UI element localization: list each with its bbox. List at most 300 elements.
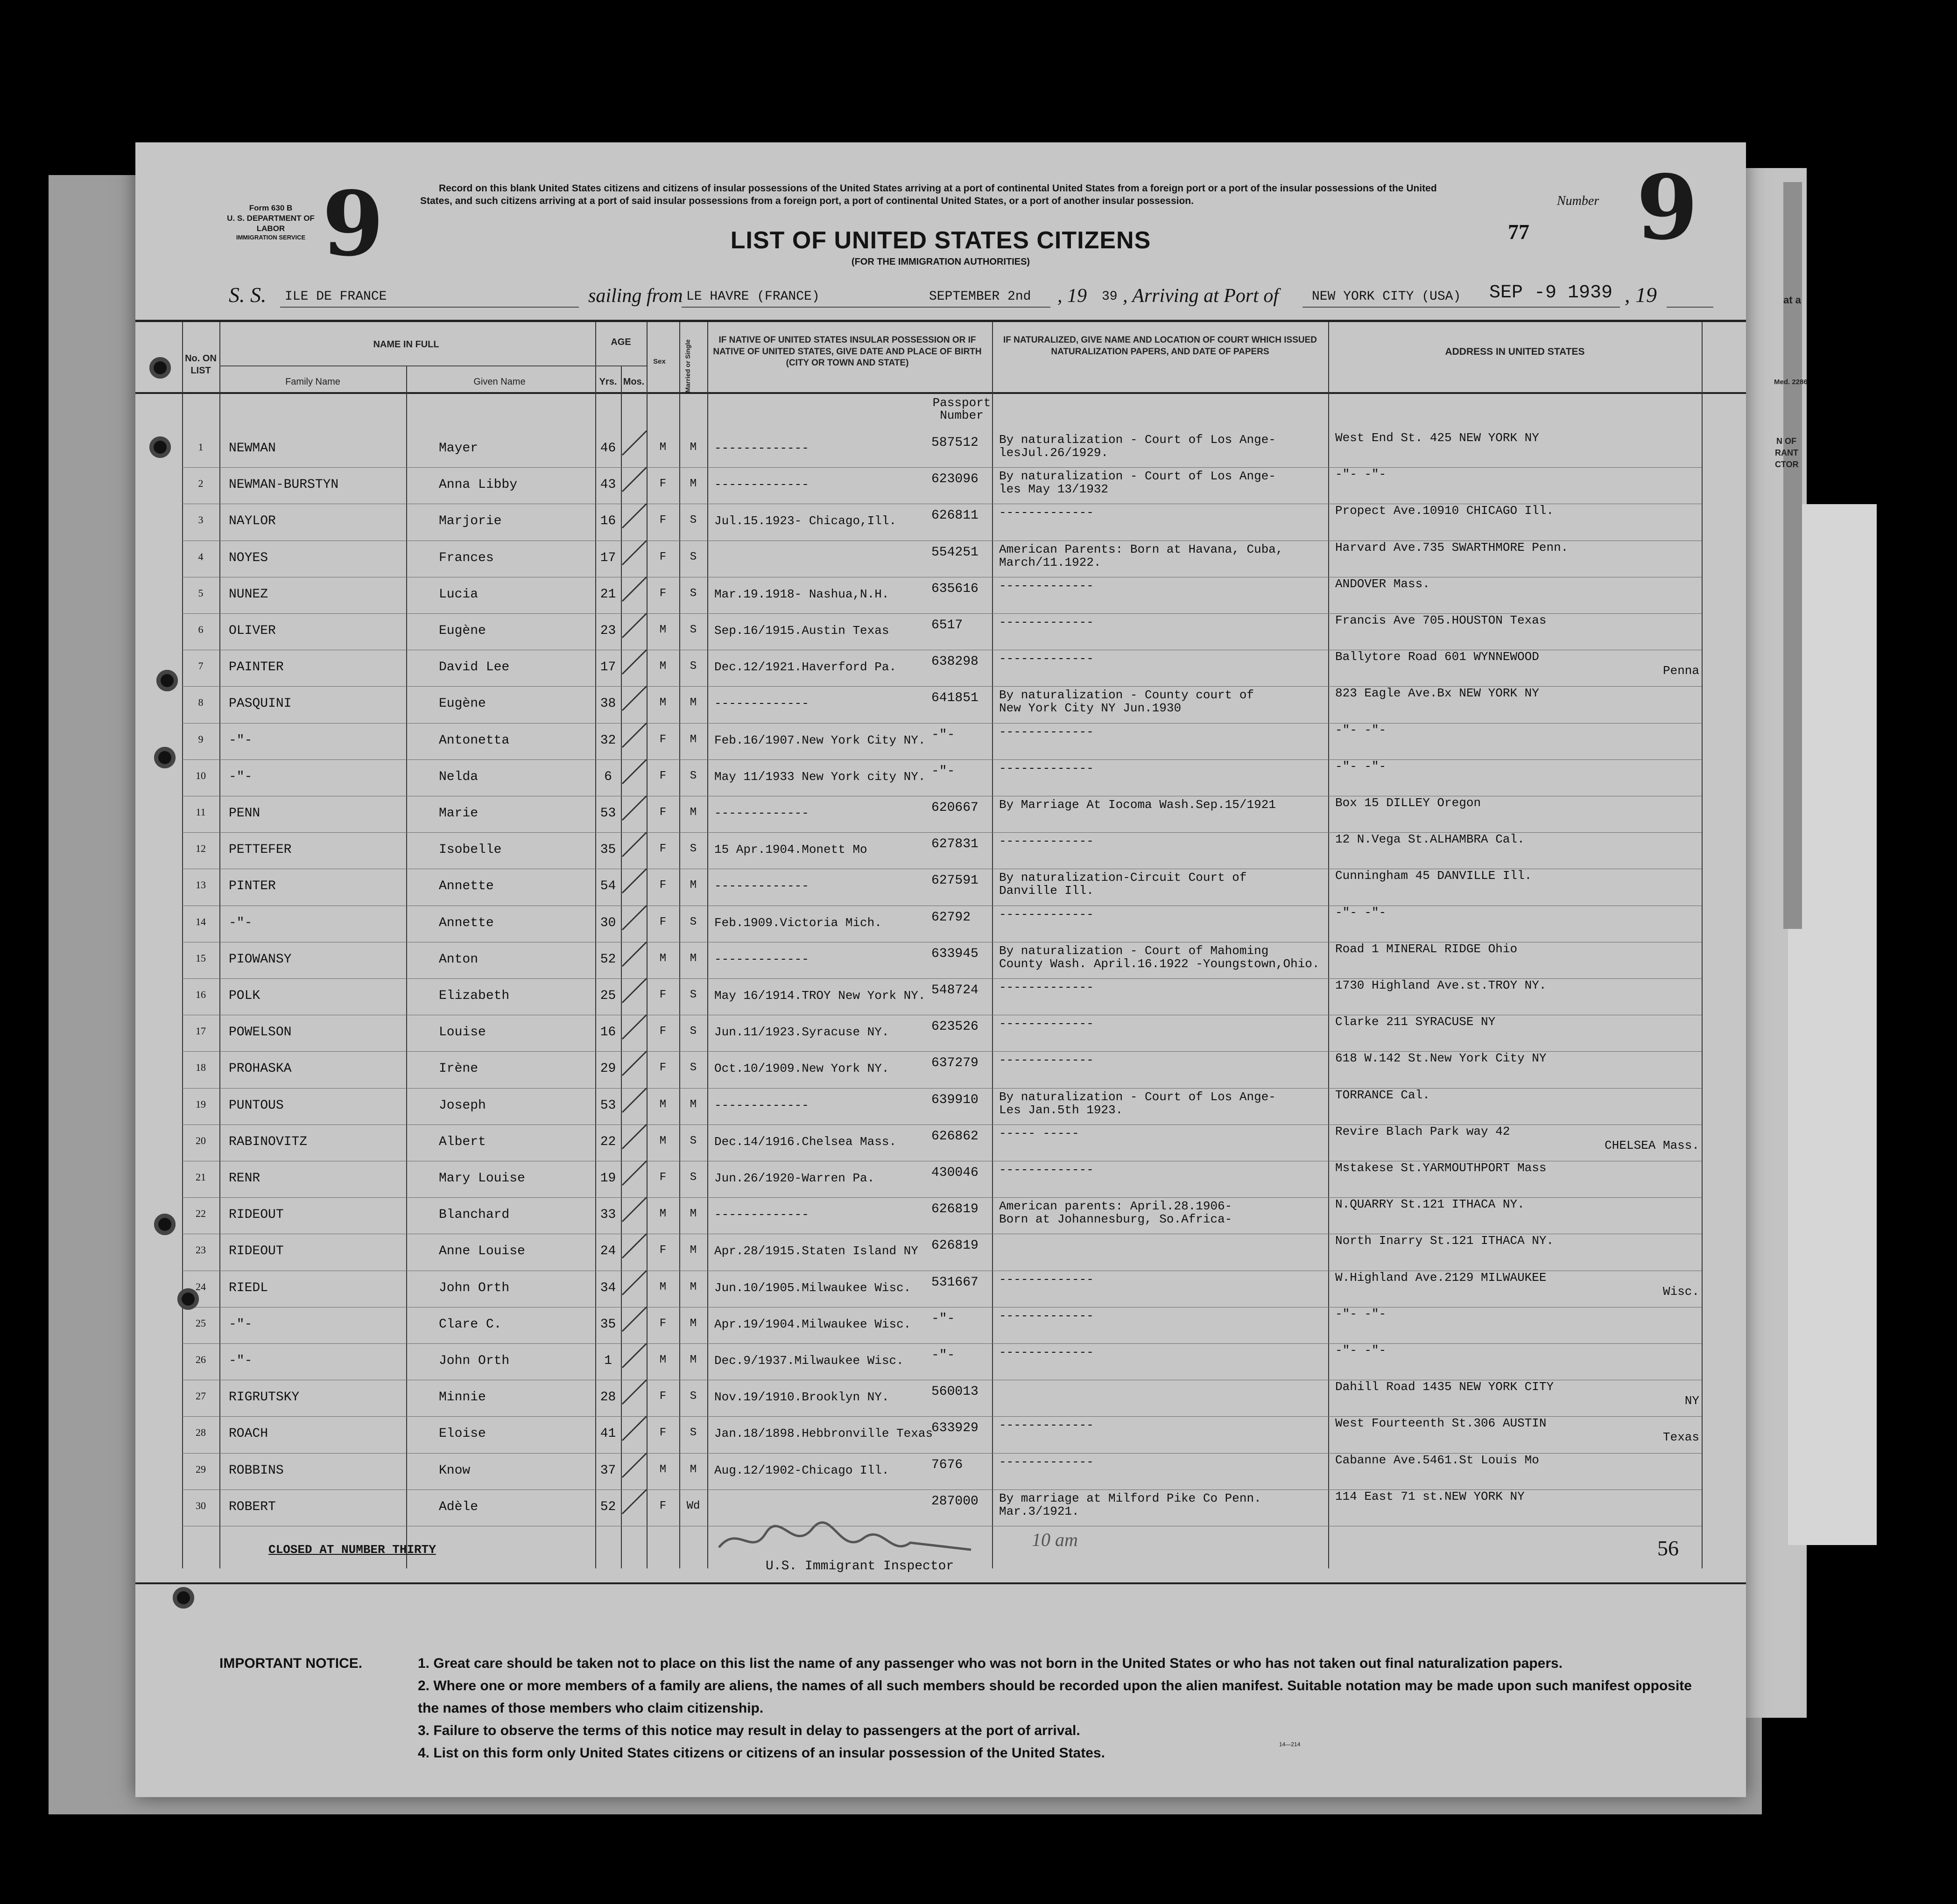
- age-years: 46: [600, 441, 616, 456]
- address-line-2: Penna: [1662, 664, 1699, 678]
- name-sub-rule: [219, 365, 595, 366]
- address-line-1: 1730 Highland Ave.st.TROY NY.: [1335, 978, 1547, 992]
- address-line-1: Ballytore Road 601 WYNNEWOOD: [1335, 650, 1539, 664]
- sex: M: [659, 1463, 667, 1476]
- given-name: Antonetta: [439, 733, 510, 748]
- row-number: 9: [198, 733, 204, 745]
- birth-date-place: Jun.10/1905.Milwaukee Wisc.: [714, 1280, 911, 1295]
- year-underline: [1667, 307, 1713, 308]
- family-name: NEWMAN-BURSTYN: [229, 478, 339, 492]
- sheet-number-right: 9: [1636, 155, 1698, 260]
- age-years: 30: [600, 915, 616, 930]
- sex: M: [659, 1280, 667, 1293]
- address-line-1: -"- -"-: [1335, 1307, 1387, 1321]
- row-number: 23: [196, 1244, 206, 1256]
- given-name: Blanchard: [439, 1208, 510, 1222]
- naturalization-line-1: By marriage at Milford Pike Co Penn.: [999, 1491, 1261, 1505]
- marital-status: S: [690, 843, 697, 856]
- passport-number: 531667: [931, 1275, 978, 1290]
- header-family-name: Family Name: [285, 377, 340, 387]
- naturalization-line-2: Danville Ill.: [999, 884, 1094, 898]
- naturalization-line-1: -------------: [999, 652, 1094, 666]
- binder-hole: [149, 436, 171, 458]
- given-name: Anne Louise: [439, 1244, 525, 1259]
- ss-label: S. S.: [229, 283, 267, 307]
- naturalization-line-1: -------------: [999, 761, 1094, 775]
- passport-number: 587512: [931, 436, 978, 450]
- year-prefix: , 19: [1057, 285, 1087, 307]
- given-name: Clare C.: [439, 1317, 502, 1332]
- row-number: 14: [196, 915, 206, 927]
- address-line-2: Wisc.: [1662, 1284, 1699, 1299]
- birth-date-place: -------------: [714, 1098, 809, 1112]
- given-name: Anton: [439, 952, 479, 967]
- passport-number: 430046: [931, 1166, 978, 1180]
- table-bottom-border: [135, 1582, 1746, 1584]
- sex: F: [659, 806, 667, 819]
- binder-hole: [149, 357, 171, 379]
- marital-status: S: [690, 1171, 697, 1184]
- header-given-name: Given Name: [473, 377, 526, 387]
- check-mark: [619, 829, 651, 861]
- arriving-label: , Arriving at Port of: [1123, 285, 1279, 307]
- age-years: 53: [600, 1098, 616, 1113]
- check-mark: [619, 682, 651, 715]
- marital-status: M: [690, 879, 697, 892]
- age-years: 53: [600, 806, 616, 821]
- birth-date-place: 15 Apr.1904.Monett Mo: [714, 843, 867, 857]
- passport-number: 633929: [931, 1421, 978, 1436]
- row-number: 18: [196, 1061, 206, 1074]
- marital-status: S: [690, 1025, 697, 1038]
- naturalization-line-2: New York City NY Jun.1930: [999, 701, 1182, 716]
- margin-label-at-a: at a: [1783, 294, 1801, 306]
- family-name: RENR: [229, 1171, 260, 1186]
- passport-number: 620667: [931, 801, 978, 815]
- marital-status: S: [690, 587, 697, 600]
- sex: M: [659, 1354, 667, 1366]
- address-line-1: North Inarry St.121 ITHACA NY.: [1335, 1234, 1554, 1248]
- naturalization-line-1: -------------: [999, 1345, 1094, 1359]
- naturalization-line-1: American parents: April.28.1906-: [999, 1199, 1232, 1214]
- age-years: 22: [600, 1134, 616, 1149]
- birth-date-place: May 16/1914.TROY New York NY.: [714, 989, 926, 1003]
- naturalization-line-1: -------------: [999, 1418, 1094, 1433]
- passport-number: 627831: [931, 837, 978, 852]
- marital-status: M: [690, 1098, 697, 1111]
- birth-date-place: Oct.10/1909.New York NY.: [714, 1061, 889, 1076]
- address-line-1: -"- -"-: [1335, 905, 1387, 920]
- sex: F: [659, 1171, 667, 1184]
- inspector-label: U.S. Immigrant Inspector: [766, 1559, 954, 1574]
- check-mark: [619, 573, 651, 606]
- marital-status: M: [690, 478, 697, 491]
- age-years: 16: [600, 514, 616, 529]
- naturalization-line-1: -------------: [999, 1454, 1094, 1469]
- binder-hole: [156, 670, 178, 691]
- naturalization-line-1: -------------: [999, 578, 1094, 593]
- sex: F: [659, 1317, 667, 1330]
- row-number: 29: [196, 1463, 206, 1475]
- sex: F: [659, 879, 667, 892]
- age-years: 52: [600, 952, 616, 967]
- address-line-1: Francis Ave 705.HOUSTON Texas: [1335, 613, 1547, 627]
- row-number: 10: [196, 769, 206, 781]
- year-sailed: 39: [1102, 289, 1118, 304]
- marital-status: M: [690, 806, 697, 819]
- age-years: 29: [600, 1061, 616, 1076]
- marital-status: M: [690, 1354, 697, 1366]
- age-years: 32: [600, 733, 616, 748]
- header-no: No. ON LIST: [185, 353, 217, 376]
- marital-status: M: [690, 441, 697, 454]
- row-number: 3: [198, 514, 204, 526]
- address-line-1: -"- -"-: [1335, 1343, 1387, 1357]
- passport-number: 6517: [931, 618, 963, 632]
- birth-date-place: Jan.18/1898.Hebbronville Texas: [714, 1426, 933, 1441]
- check-mark: [619, 1047, 651, 1080]
- family-name: -"-: [229, 915, 253, 930]
- passport-number: 7676: [931, 1457, 963, 1472]
- number-label: Number: [1557, 194, 1599, 208]
- birth-date-place: -------------: [714, 441, 809, 455]
- binder-hole: [173, 1587, 194, 1609]
- sheet-number-left: 9: [322, 172, 384, 276]
- marital-status: M: [690, 1208, 697, 1221]
- address-line-1: 823 Eagle Ave.Bx NEW YORK NY: [1335, 686, 1539, 701]
- naturalization-line-1: -------------: [999, 1308, 1094, 1323]
- naturalization-line-1: -------------: [999, 506, 1094, 520]
- family-name: ROBBINS: [229, 1463, 284, 1478]
- passport-number: 638298: [931, 654, 978, 669]
- marital-status: M: [690, 1463, 697, 1476]
- naturalization-line-1: -------------: [999, 980, 1094, 994]
- age-years: 33: [600, 1208, 616, 1222]
- sex: M: [659, 696, 667, 710]
- marital-status: S: [690, 550, 697, 563]
- marital-status: S: [690, 989, 697, 1001]
- birth-date-place: Apr.28/1915.Staten Island NY: [714, 1244, 918, 1258]
- passport-number: 637279: [931, 1056, 978, 1071]
- family-name: PROHASKA: [229, 1061, 292, 1076]
- given-name: Eugène: [439, 696, 486, 711]
- naturalization-line-1: By naturalization - Court of Los Ange-: [999, 469, 1276, 484]
- family-name: RABINOVITZ: [229, 1134, 308, 1149]
- check-mark: [619, 1084, 651, 1117]
- sex: F: [659, 478, 667, 491]
- given-name: Minnie: [439, 1390, 486, 1405]
- passport-number: 62792: [931, 910, 971, 925]
- row-number: 8: [198, 696, 204, 709]
- sex: F: [659, 1061, 667, 1075]
- sex: M: [659, 660, 667, 673]
- check-mark: [619, 719, 651, 752]
- margin-label-med: Med. 2286: [1774, 378, 1808, 386]
- marital-status: S: [690, 1390, 697, 1403]
- address-line-1: Revire Blach Park way 42: [1335, 1124, 1510, 1138]
- given-name: David Lee: [439, 660, 510, 675]
- marital-status: S: [690, 769, 697, 782]
- family-name: PUNTOUS: [229, 1098, 284, 1113]
- passport-number: 633945: [931, 946, 978, 961]
- naturalization-line-2: les May 13/1932: [999, 482, 1109, 497]
- naturalization-line-1: By naturalization - Court of Los Ange-: [999, 433, 1276, 447]
- passport-number: 626862: [931, 1129, 978, 1144]
- naturalization-line-2: Les Jan.5th 1923.: [999, 1103, 1123, 1117]
- port-underline: [1302, 307, 1620, 308]
- naturalization-line-1: American Parents: Born at Havana, Cuba,: [999, 542, 1283, 556]
- address-line-1: -"- -"-: [1335, 759, 1387, 773]
- row-number: 19: [196, 1098, 206, 1110]
- sex: F: [659, 514, 667, 527]
- birth-date-place: Jul.15.1923- Chicago,Ill.: [714, 514, 897, 528]
- check-mark: [619, 646, 651, 679]
- given-name: Marjorie: [439, 514, 502, 529]
- family-name: -"-: [229, 1317, 253, 1332]
- check-mark: [619, 1449, 651, 1482]
- department: U. S. DEPARTMENT OF LABOR: [227, 214, 315, 233]
- check-mark: [619, 1486, 651, 1518]
- notice-item-2: 2. Where one or more members of a family are aliens, the names of all such members should be recorded upon the alien manifest. Suitable notation may be made upon such manifest opposite the names of those members who claim citizenship.: [418, 1678, 1692, 1716]
- check-mark: [619, 500, 651, 533]
- address-line-1: Road 1 MINERAL RIDGE Ohio: [1335, 941, 1518, 956]
- family-name: POLK: [229, 989, 260, 1003]
- birth-date-place: -------------: [714, 879, 809, 893]
- naturalization-line-1: -------------: [999, 1272, 1094, 1286]
- marital-status: M: [690, 696, 697, 710]
- birth-date-place: Mar.19.1918- Nashua,N.H.: [714, 587, 889, 601]
- header-birth: IF NATIVE OF UNITED STATES INSULAR POSSESSION OR IF NATIVE OF UNITED STATES, GIVE DATE AND PLACE OF BIRTH (CITY OR TOWN AND STATE): [713, 335, 982, 368]
- passport-number: 554251: [931, 545, 978, 560]
- naturalization-line-1: -------------: [999, 1017, 1094, 1031]
- birth-date-place: -------------: [714, 696, 809, 711]
- birth-date-place: Aug.12/1902-Chicago Ill.: [714, 1463, 889, 1477]
- address-line-1: -"- -"-: [1335, 723, 1387, 737]
- passport-number: 560013: [931, 1384, 978, 1399]
- birth-date-place: Jun.11/1923.Syracuse NY.: [714, 1025, 889, 1040]
- address-line-1: Harvard Ave.735 SWARTHMORE Penn.: [1335, 540, 1569, 555]
- binder-hole: [177, 1288, 199, 1310]
- naturalization-line-1: By naturalization - Court of Mahoming: [999, 943, 1269, 958]
- age-years: 35: [600, 843, 616, 857]
- passport-number: 623096: [931, 472, 978, 487]
- age-years: 38: [600, 696, 616, 711]
- family-name: OLIVER: [229, 624, 276, 638]
- age-sub-rule: [595, 365, 647, 366]
- age-years: 24: [600, 1244, 616, 1259]
- family-name: RIEDL: [229, 1280, 268, 1295]
- passport-number: 626819: [931, 1238, 978, 1253]
- family-name: PENN: [229, 806, 260, 821]
- naturalization-line-1: -------------: [999, 907, 1094, 921]
- row-number: 6: [198, 624, 204, 635]
- family-name: NUNEZ: [229, 587, 268, 602]
- age-years: 34: [600, 1280, 616, 1295]
- naturalization-line-1: -------------: [999, 1053, 1094, 1068]
- passport-number: 548724: [931, 983, 978, 998]
- list-title: LIST OF UNITED STATES CITIZENS: [730, 227, 1151, 254]
- address-line-1: 12 N.Vega St.ALHAMBRA Cal.: [1335, 832, 1525, 847]
- given-name: Adèle: [439, 1499, 479, 1514]
- row-number: 12: [196, 843, 206, 855]
- marital-status: M: [690, 952, 697, 965]
- birth-date-place: May 11/1933 New York city NY.: [714, 769, 926, 784]
- check-mark: [619, 1267, 651, 1300]
- closed-note: CLOSED AT NUMBER THIRTY: [268, 1543, 436, 1557]
- age-years: 41: [600, 1426, 616, 1441]
- birth-date-place: Sep.16/1915.Austin Texas: [714, 624, 889, 638]
- manifest-sheet: [135, 142, 1746, 1797]
- date-underline: [682, 307, 1050, 308]
- row-number: 16: [196, 989, 206, 1000]
- notice-item-1: 1. Great care should be taken not to place on this list the name of any passenger who was not born in the United States or who has not taken out final naturalization papers.: [418, 1656, 1563, 1671]
- family-name: -"-: [229, 1354, 253, 1368]
- naturalization-line-2: lesJul.26/1929.: [999, 446, 1109, 460]
- birth-date-place: Feb.1909.Victoria Mich.: [714, 915, 882, 930]
- list-subtitle: (FOR THE IMMIGRATION AUTHORITIES): [851, 257, 1030, 267]
- given-name: John Orth: [439, 1280, 510, 1295]
- birth-date-place: Jun.26/1920-Warren Pa.: [714, 1171, 875, 1185]
- family-name: ROBERT: [229, 1499, 276, 1514]
- port-from: LE HAVRE (FRANCE): [686, 289, 820, 304]
- family-name: -"-: [229, 733, 253, 748]
- given-name: Elizabeth: [439, 989, 510, 1003]
- family-name: PAINTER: [229, 660, 284, 675]
- birth-date-place: -------------: [714, 952, 809, 966]
- given-name: Lucia: [439, 587, 479, 602]
- check-mark: [619, 865, 651, 898]
- arrival-date-stamp: SEP -9 1939: [1489, 282, 1613, 303]
- check-mark: [619, 902, 651, 934]
- row-number: 7: [198, 660, 204, 672]
- birth-date-place: -------------: [714, 1208, 809, 1222]
- address-line-1: Cabanne Ave.5461.St Louis Mo: [1335, 1453, 1539, 1467]
- signature-time: 10 am: [1032, 1529, 1078, 1550]
- sex: F: [659, 1244, 667, 1257]
- address-line-1: West Fourteenth St.306 AUSTIN: [1335, 1416, 1547, 1431]
- sex: F: [659, 915, 667, 928]
- age-years: 43: [600, 478, 616, 492]
- given-name: Know: [439, 1463, 471, 1478]
- sex: M: [659, 1098, 667, 1111]
- family-name: ROACH: [229, 1426, 268, 1441]
- given-name: Mayer: [439, 441, 479, 456]
- header-passport: Passport Number: [932, 396, 991, 423]
- binder-hole: [154, 1214, 176, 1235]
- family-name: PINTER: [229, 879, 276, 894]
- family-name: RIDEOUT: [229, 1244, 284, 1259]
- address-line-1: Cunningham 45 DANVILLE Ill.: [1335, 869, 1532, 883]
- row-number: 26: [196, 1354, 206, 1365]
- given-name: Irène: [439, 1061, 479, 1076]
- row-number: 17: [196, 1025, 206, 1037]
- margin-label-n-of: N OF: [1776, 436, 1796, 446]
- sex: M: [659, 1208, 667, 1221]
- age-years: 25: [600, 989, 616, 1003]
- check-mark: [619, 537, 651, 569]
- age-years: 16: [600, 1025, 616, 1040]
- age-years: 17: [600, 550, 616, 565]
- passport-number: -"-: [931, 727, 955, 742]
- family-name: NEWMAN: [229, 441, 276, 456]
- age-years: 52: [600, 1499, 616, 1514]
- address-line-1: -"- -"-: [1335, 467, 1387, 482]
- margin-label-ctor: CTOR: [1775, 460, 1799, 469]
- given-name: Marie: [439, 806, 479, 821]
- check-mark: [619, 464, 651, 496]
- age-years: 37: [600, 1463, 616, 1478]
- marital-status: S: [690, 624, 697, 636]
- birth-date-place: Nov.19/1910.Brooklyn NY.: [714, 1390, 889, 1405]
- family-name: PASQUINI: [229, 696, 292, 711]
- notice-heading: IMPORTANT NOTICE.: [219, 1656, 363, 1671]
- header-address: ADDRESS IN UNITED STATES: [1445, 346, 1585, 357]
- sex: M: [659, 952, 667, 965]
- address-line-2: NY: [1684, 1394, 1699, 1408]
- row-number: 21: [196, 1171, 206, 1183]
- address-line-1: Propect Ave.10910 CHICAGO Ill.: [1335, 504, 1554, 518]
- check-mark: [619, 427, 651, 460]
- row-number: 22: [196, 1208, 206, 1220]
- marital-status: S: [690, 660, 697, 673]
- sex: F: [659, 1499, 667, 1512]
- age-years: 19: [600, 1171, 616, 1186]
- address-line-1: ANDOVER Mass.: [1335, 576, 1430, 591]
- family-name: POWELSON: [229, 1025, 292, 1040]
- sex: F: [659, 587, 667, 600]
- marital-status: S: [690, 915, 697, 928]
- address-line-1: Mstakese St.YARMOUTHPORT Mass: [1335, 1161, 1547, 1175]
- naturalization-line-2: Born at Johannesburg, So.Africa-: [999, 1212, 1232, 1227]
- header-age: AGE: [611, 337, 631, 347]
- ship-name: ILE DE FRANCE: [285, 289, 387, 304]
- sex: F: [659, 769, 667, 782]
- ship-underline: [280, 307, 579, 308]
- birth-date-place: Feb.16/1907.New York City NY.: [714, 733, 926, 747]
- sex: M: [659, 1134, 667, 1147]
- given-name: Annette: [439, 879, 494, 894]
- address-line-1: West End St. 425 NEW YORK NY: [1335, 431, 1539, 445]
- row-number: 30: [196, 1499, 206, 1511]
- given-name: Isobelle: [439, 843, 502, 857]
- marital-status: S: [690, 1426, 697, 1440]
- row-number: 4: [198, 550, 204, 562]
- row-number: 27: [196, 1390, 206, 1402]
- marital-status: M: [690, 1244, 697, 1257]
- passport-number: 627591: [931, 873, 978, 888]
- age-years: 28: [600, 1390, 616, 1405]
- birth-date-place: -------------: [714, 478, 809, 492]
- family-name: -"-: [229, 769, 253, 784]
- given-name: Eloise: [439, 1426, 486, 1441]
- birth-date-place: -------------: [714, 806, 809, 820]
- marital-status: S: [690, 1061, 697, 1075]
- address-line-2: Texas: [1662, 1430, 1699, 1445]
- age-years: 1: [604, 1354, 612, 1368]
- notice-item-3: 3. Failure to observe the terms of this notice may result in delay to passengers at the port of arrival.: [418, 1723, 1080, 1738]
- sex: F: [659, 843, 667, 856]
- address-line-1: Clarke 211 SYRACUSE NY: [1335, 1015, 1496, 1029]
- marital-status: M: [690, 1280, 697, 1293]
- naturalization-line-2: Mar.3/1921.: [999, 1504, 1079, 1518]
- sex: F: [659, 1390, 667, 1403]
- address-line-1: 618 W.142 St.New York City NY: [1335, 1051, 1547, 1066]
- row-number: 5: [198, 587, 204, 599]
- passport-number: 287000: [931, 1494, 978, 1509]
- sailing-label: sailing from: [588, 285, 683, 307]
- row-number: 13: [196, 879, 206, 891]
- sex: F: [659, 1426, 667, 1440]
